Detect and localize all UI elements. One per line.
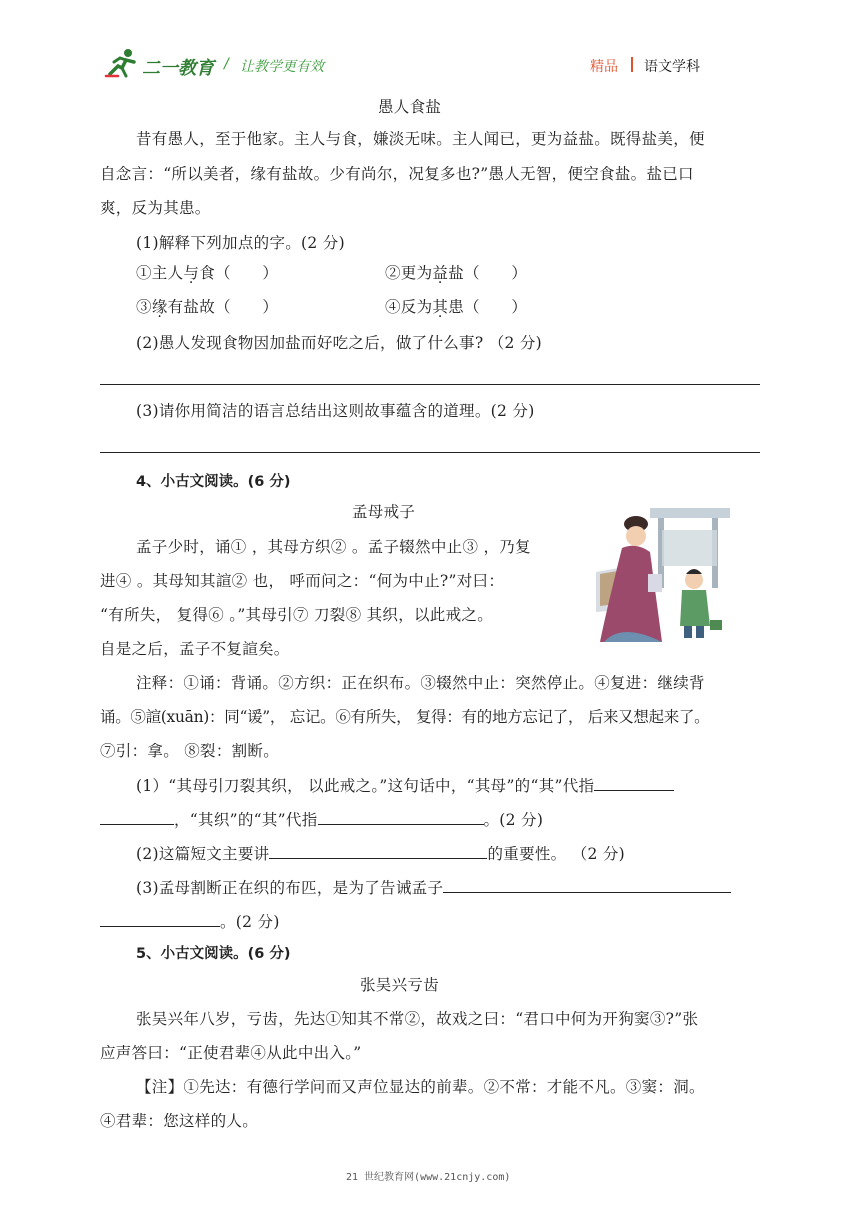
story1-line-2: 自念言：“所以美者，缘有盐故。少有尚尔，况复多也?”愚人无智，便空食盐。盐已口 [100,165,694,183]
section5-line-2: 应声答曰：“正使君辈④从此中出入。” [100,1044,362,1062]
q1-item-1-post: 食（ ） [199,264,279,282]
section4-q1-text-c: 。(2 分) [483,811,544,829]
runner-logo-icon [104,48,140,78]
q1-item-3-pre: ③ [136,298,152,316]
section4-q3-text-b: 。(2 分) [220,913,280,931]
q1-item-4-dotted: 其 [432,298,449,316]
story1-line-1: 昔有愚人，至于他家。主人与食，嫌淡无味。主人闻已，更为益盐。既得盐美，便 [136,130,705,148]
story1-title: 愚人食盐 [378,98,442,116]
section4-title: 孟母戒子 [352,503,416,521]
header-slash: / [224,56,229,72]
q1-item-1-pre: ①主人 [136,264,184,282]
story1-q3: (3)请你用简洁的语言总结出这则故事蕴含的道理。(2 分) [136,402,535,420]
section4-line-4: 自是之后，孟子不复諠矣。 [100,640,290,658]
section4-q2-text-a: (2)这篇短文主要讲 [136,845,270,863]
q1-item-3-post: 有盐故（ ） [167,298,279,316]
section4-q2 [136,842,625,865]
section4-line-3: “有所失， 复得⑥ 。”其母引⑦ 刀裂⑧ 其织，以此戒之。 [100,606,494,624]
answer-blank-q3a[interactable] [443,876,731,893]
story1-q2: (2)愚人发现食物因加盐而好吃之后，做了什么事? （2 分) [136,334,543,352]
answer-line-q3[interactable] [100,452,760,453]
section4-q3-line2 [100,910,280,933]
answer-blank-q1c[interactable] [318,808,484,825]
q1-item-1 [136,262,278,284]
section4-heading: 4、小古文阅读。(6 分) [136,474,291,490]
q1-item-3-dotted: 缘 [151,298,168,316]
header-logo [104,48,140,78]
q1-item-1-dotted: 与 [183,264,200,282]
q1-item-2 [385,262,527,284]
section5-note-1: 【注】①先达：有德行学问而又声位显达的前辈。②不常：才能不凡。③窦：洞。 [136,1078,705,1096]
q1-item-2-pre: ②更为 [385,264,433,282]
subject-label: 语文学科 [644,59,700,75]
q1-item-2-dotted: 益 [432,264,449,282]
section5-note-2: ④君辈：您这样的人。 [100,1112,259,1130]
q1-item-2-post: 盐（ ） [448,264,528,282]
answer-line-q2[interactable] [100,384,760,385]
section4-line-1: 孟子少时，诵① ，其母方织② 。孟子辍然中止③ ，乃复 [136,538,531,556]
header-slogan: 让教学更有效 [240,59,324,75]
answer-blank-q1b[interactable] [100,808,174,825]
answer-blank-q3b[interactable] [100,910,220,927]
q1-item-4-post: 患（ ） [448,298,528,316]
answer-blank-q2[interactable] [269,842,487,859]
logo-text: 二一教育 [142,58,214,79]
section4-q3-line1 [136,876,731,899]
mother-and-child-illustration [592,502,742,647]
section4-q3-text-a: (3)孟母割断正在织的布匹，是为了告诫孟子 [136,879,444,897]
section4-note-1: 注释：①诵：背诵。②方织：正在织布。③辍然中止：突然停止。④复进：继续背 [136,674,705,692]
page-footer: 21 世纪教育网(www.21cnjy.com) [346,1172,511,1183]
story1-line-3: 爽，反为其患。 [100,199,211,217]
section4-q1-line1 [136,774,674,797]
q1-item-3 [136,296,278,318]
section5-heading: 5、小古文阅读。(6 分) [136,946,291,962]
story1-q1: (1)解释下列加点的字。(2 分) [136,234,345,252]
section4-note-3: ⑦引：拿。 ⑧裂：割断。 [100,742,280,760]
section4-q1-line2 [100,808,543,831]
q1-item-4-pre: ④反为 [385,298,433,316]
q1-item-4 [385,296,527,318]
section4-q1-text-b: ，“其织”的“其”代指 [174,811,318,829]
section4-q2-text-b: 的重要性。 （2 分) [487,845,626,863]
section4-note-2: 诵。⑤諠(xuān)：同“谖”， 忘记。⑥有所失， 复得：有的地方忘记了， 后来又想起来了。 [100,708,710,726]
section5-line-1: 张吴兴年八岁，亏齿，先达①知其不常②，故戏之曰：“君口中何为开狗窦③?”张 [136,1010,699,1028]
section4-q1-text-a: (1）“其母引刀裂其织， 以此戒之。”这句话中，“其母”的“其”代指 [136,777,595,795]
answer-blank-q1a[interactable] [594,774,674,791]
section5-title: 张吴兴亏齿 [360,976,440,994]
header-divider [631,57,633,72]
premium-label: 精品 [590,59,618,75]
section4-line-2: 进④ 。其母知其諠② 也， 呼而问之：“何为中止?”对曰： [100,572,505,590]
